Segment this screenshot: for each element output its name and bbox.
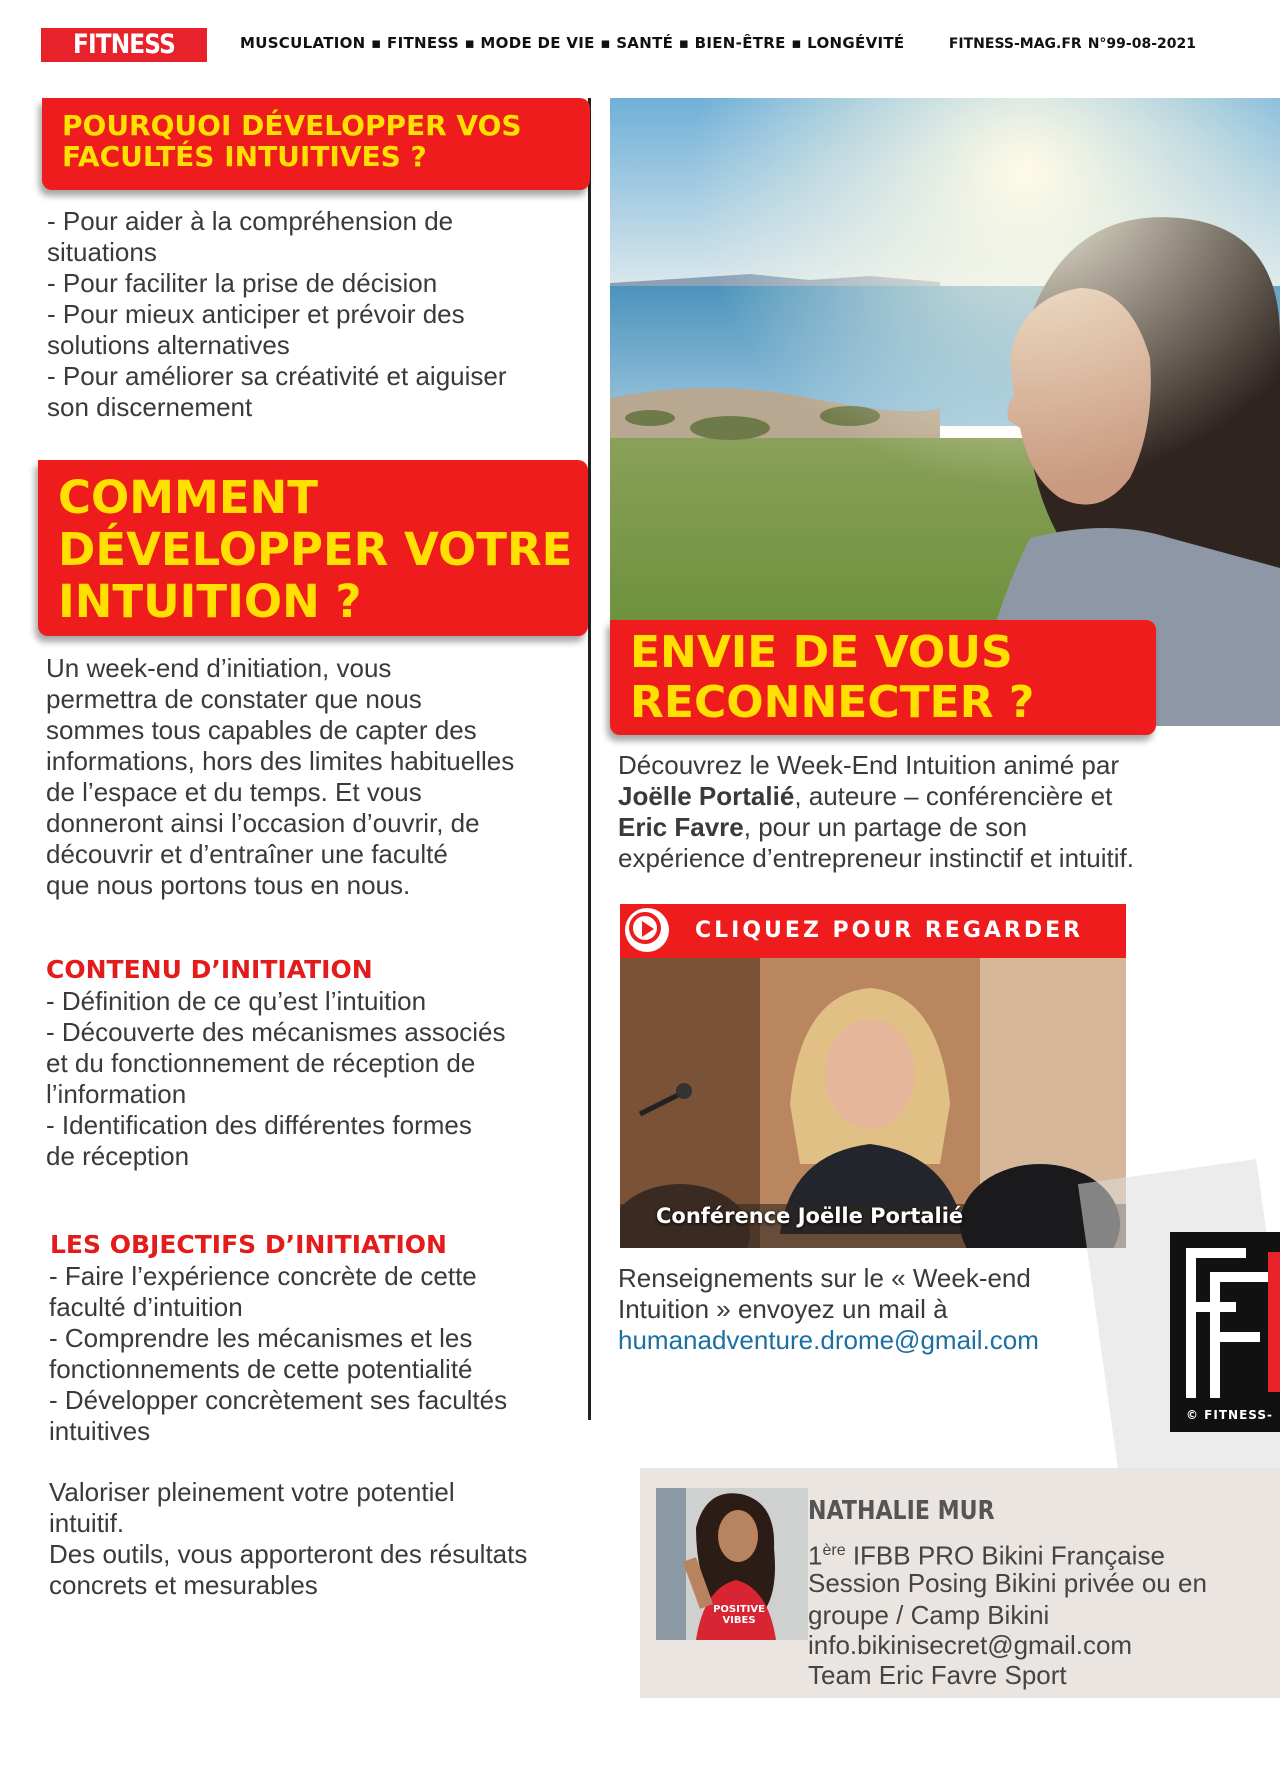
list-item: l’information <box>46 1079 187 1109</box>
author-email-link[interactable]: info.bikinisecret@gmail.com <box>808 1630 1133 1660</box>
list-item: - Développer concrètement ses facultés <box>49 1385 508 1415</box>
title-text: IFBB PRO Bikini Française <box>845 1540 1165 1571</box>
ff-logo-graphic <box>1170 1232 1280 1432</box>
goals-list <box>49 1261 507 1447</box>
text-line: de l’espace et du temps. Et vous <box>46 777 422 807</box>
list-item: fonctionnements de cette potentialité <box>49 1354 473 1384</box>
text-line <box>618 812 1268 843</box>
text-line: intuitif. <box>49 1508 125 1538</box>
fitness-mag-logo[interactable]: FITNESS MAG <box>41 28 207 62</box>
info-block <box>618 1263 1039 1356</box>
text-fragment: , pour un partage de son <box>743 812 1028 842</box>
list-item: son discernement <box>47 392 253 422</box>
how-title-line: COMMENT <box>58 471 318 524</box>
text-line: que nous portons tous en nous. <box>46 870 411 900</box>
text-line: Valoriser pleinement votre potentiel <box>49 1477 455 1507</box>
cta-title-line: RECONNECTER ? <box>630 677 1035 728</box>
list-item: - Pour aider à la compréhension de <box>47 206 454 236</box>
cta-banner <box>610 620 1156 735</box>
text-line: Renseignements sur le « Week-end <box>618 1263 1031 1293</box>
text-line: découvrir et d’entraîner une faculté <box>46 839 448 869</box>
list-item: - Définition de ce qu’est l’intuition <box>46 986 427 1016</box>
logo-caption: © FITNESS- <box>1186 1408 1273 1422</box>
author-team: Team Eric Favre Sport <box>808 1660 1067 1690</box>
text-line: sommes tous capables de capter des <box>46 715 477 745</box>
why-list <box>47 206 507 423</box>
author-service: groupe / Camp Bikini <box>808 1600 1050 1630</box>
rank-number: 1 <box>808 1540 823 1571</box>
text-line: concrets et mesurables <box>49 1570 318 1600</box>
content-heading: CONTENU D’INITIATION <box>46 955 373 984</box>
text-line: permettra de constater que nous <box>46 684 422 714</box>
author-name: NATHALIE MUR <box>808 1496 995 1526</box>
section-nav: MUSCULATION ▪ FITNESS ▪ MODE DE VIE ▪ SANTÉ ▪ BIEN-ÊTRE ▪ LONGÉVITÉ <box>240 34 905 52</box>
text-line: Découvrez le Week-End Intuition animé par <box>618 750 1119 780</box>
list-item: - Identification des différentes formes <box>46 1110 472 1140</box>
rank-suffix: ère <box>822 1542 846 1559</box>
list-item: de réception <box>46 1141 190 1171</box>
list-item: situations <box>47 237 157 267</box>
host-name: Eric Favre <box>618 812 744 842</box>
text-line: Intuition » envoyez un mail à <box>618 1294 948 1324</box>
text-line: informations, hors des limites habituelles <box>46 746 515 776</box>
play-triangle-icon <box>642 921 654 937</box>
issue-info <box>943 36 1196 52</box>
text-line: Des outils, vous apporteront des résultats <box>49 1539 528 1569</box>
why-title-line: POURQUOI DÉVELOPPER VOS <box>62 109 522 142</box>
why-title-line: FACULTÉS INTUITIVES ? <box>62 140 427 173</box>
text-fragment: , auteure – conférencière et <box>794 781 1113 811</box>
why-banner <box>42 98 590 190</box>
ff-logo-icon <box>1170 1232 1280 1432</box>
list-item: intuitives <box>49 1416 151 1446</box>
host-name: Joëlle Portalié <box>618 781 795 811</box>
cta-title-line: ENVIE DE VOUS <box>630 627 1013 678</box>
video-header-bar[interactable] <box>620 904 1126 958</box>
list-item: - Découverte des mécanismes associés <box>46 1017 506 1047</box>
closing-paragraph <box>49 1477 527 1601</box>
list-item: et du fonctionnement de réception de <box>46 1048 476 1078</box>
how-title-line: DÉVELOPPER VOTRE <box>58 523 573 576</box>
list-item: - Pour faciliter la prise de décision <box>47 268 438 298</box>
text-line: donneront ainsi l’occasion d’ouvrir, de <box>46 808 480 838</box>
author-service: Session Posing Bikini privée ou en <box>808 1568 1207 1598</box>
column-divider <box>588 98 591 1420</box>
list-item: solutions alternatives <box>47 330 290 360</box>
text-line: expérience d’entrepreneur instinctif et intuitif. <box>618 843 1134 873</box>
goals-heading: LES OBJECTIFS D’INITIATION <box>50 1230 447 1259</box>
list-item: faculté d’intuition <box>49 1292 243 1322</box>
watch-button[interactable]: CLIQUEZ POUR REGARDER <box>695 918 1084 943</box>
text-line: Un week-end d’initiation, vous <box>46 653 392 683</box>
intro-paragraph <box>46 653 514 901</box>
video-caption: Conférence Joëlle Portalié <box>656 1204 964 1228</box>
video-player[interactable] <box>620 904 1126 1248</box>
author-title <box>808 1536 1165 1571</box>
how-title-line: INTUITION ? <box>58 575 362 628</box>
list-item: - Pour mieux anticiper et prévoir des <box>47 299 465 329</box>
list-item: - Pour améliorer sa créativité et aiguiser <box>47 361 507 391</box>
shirt-text: POSITIVE VIBES <box>713 1604 765 1626</box>
author-photo <box>656 1488 808 1640</box>
event-description <box>618 750 1268 874</box>
contact-email-link[interactable]: humanadventure.drome@gmail.com <box>618 1325 1039 1355</box>
list-item: - Faire l’expérience concrète de cette <box>49 1261 477 1291</box>
how-banner <box>38 460 588 636</box>
site-name: FITNESS-MAG.FR <box>948 36 1082 52</box>
text-line <box>618 781 1268 812</box>
content-list <box>46 986 506 1172</box>
list-item: - Comprendre les mécanismes et les <box>49 1323 473 1353</box>
issue-number: N°99-08-2021 <box>1087 36 1196 52</box>
